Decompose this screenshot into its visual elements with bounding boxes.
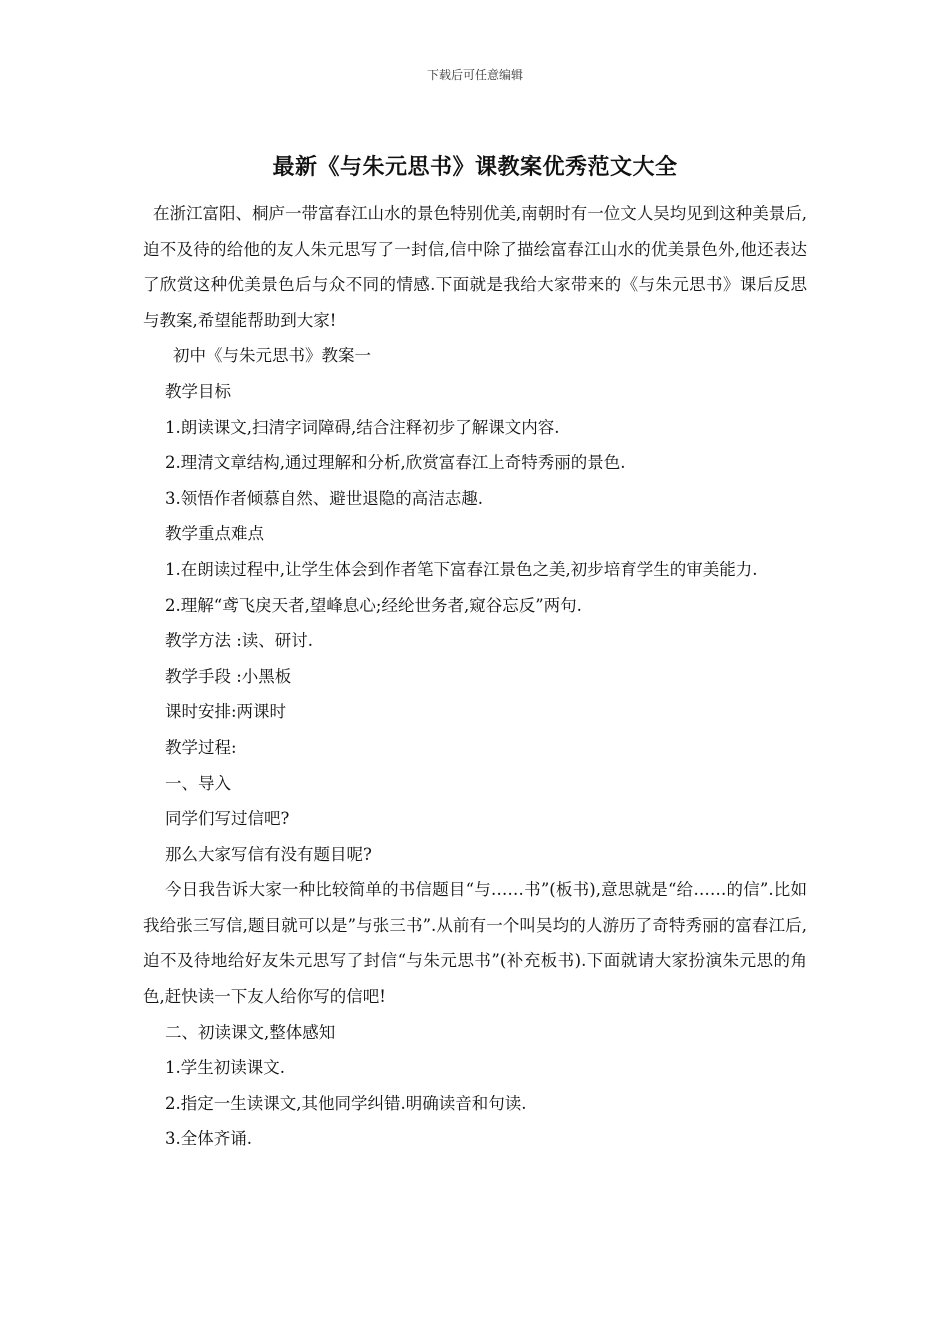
paragraph: 3.全体齐诵. xyxy=(165,1129,252,1149)
paragraph: 2.理清文章结构,通过理解和分析,欣赏富春江上奇特秀丽的景色. xyxy=(165,453,626,473)
paragraph: 2.理解“鸢飞戾天者,望峰息心;经纶世务者,窥谷忘反”两句. xyxy=(165,595,582,615)
paragraph: 一、导入 xyxy=(165,773,231,793)
paragraph: 今日我告诉大家一种比较简单的书信题目“与……书”(板书),意思就是“给……的信”.比如我给张三写信,题目就可以是”与张三书”.从前有一个叫吴均的人游历了奇特秀丽的富春江后,迫不及待地给好友朱元思写了封信“与朱元思书”(补充板书).下面就请大家扮演朱元思的角色,赶快读一下友人给你写的信吧! xyxy=(143,880,807,1007)
document-body xyxy=(143,196,807,1157)
paragraph: 教学方法 :读、研讨. xyxy=(165,631,314,651)
paragraph: 初中《与朱元思书》教案一 xyxy=(173,346,371,366)
paragraph: 教学手段 :小黑板 xyxy=(165,666,292,686)
page-header-note: 下载后可任意编辑 xyxy=(426,68,523,82)
paragraph: 教学过程: xyxy=(165,737,237,757)
paragraph: 在浙江富阳、桐庐一带富春江山水的景色特别优美,南朝时有一位文人吴均见到这种美景后,迫不及待的给他的友人朱元思写了一封信,信中除了描绘富春江山水的优美景色外,他还表达了欣赏这种优美景色后与众不同的情感.下面就是我给大家带来的《与朱元思书》课后反思与教案,希望能帮助到大家! xyxy=(143,204,807,330)
paragraph: 3.领悟作者倾慕自然、避世退隐的高洁志趣. xyxy=(165,488,483,508)
paragraph: 教学目标 xyxy=(165,381,231,401)
paragraph: 二、初读课文,整体感知 xyxy=(165,1022,336,1042)
paragraph: 1.在朗读过程中,让学生体会到作者笔下富春江景色之美,初步培育学生的审美能力. xyxy=(165,559,758,579)
paragraph: 1.学生初读课文. xyxy=(165,1058,285,1078)
document-title: 最新《与朱元思书》课教案优秀范文大全 xyxy=(272,154,678,180)
paragraph: 1.朗读课文,扫清字词障碍,结合注释初步了解课文内容. xyxy=(165,417,560,437)
paragraph: 2.指定一生读课文,其他同学纠错.明确读音和句读. xyxy=(165,1093,527,1113)
paragraph: 教学重点难点 xyxy=(165,524,264,544)
paragraph: 同学们写过信吧? xyxy=(165,809,290,829)
paragraph: 课时安排:两课时 xyxy=(165,702,287,722)
paragraph: 那么大家写信有没有题目呢? xyxy=(165,844,372,864)
